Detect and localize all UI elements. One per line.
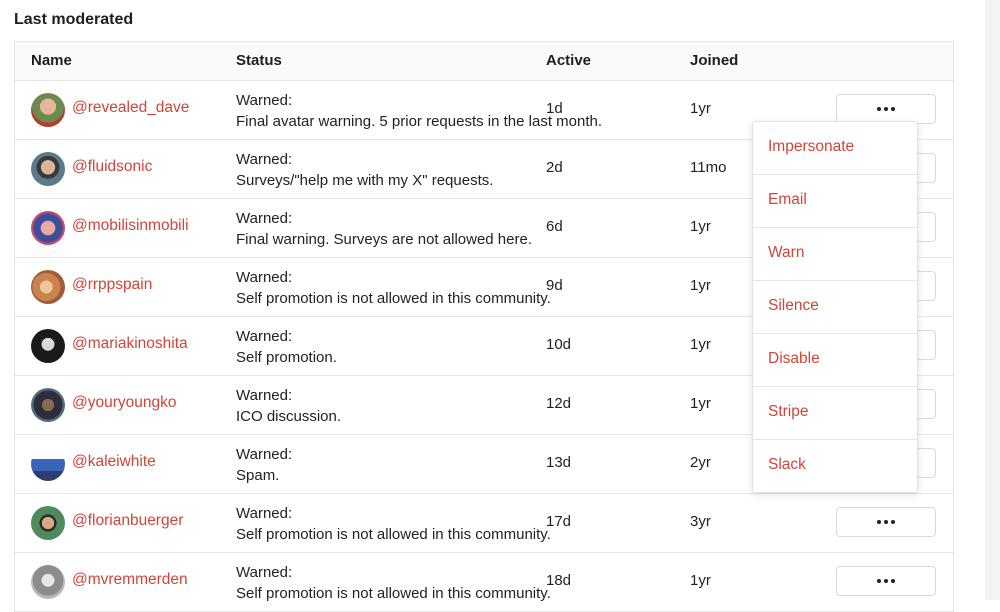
- username-link[interactable]: @mvremmerden: [72, 571, 188, 588]
- status-label: Warned:: [236, 505, 293, 522]
- status-cell: [236, 503, 551, 545]
- menu-item-silence[interactable]: Silence: [753, 281, 917, 334]
- joined-value: 1yr: [690, 277, 711, 294]
- avatar[interactable]: [31, 211, 65, 245]
- table-header: [15, 42, 953, 81]
- status-cell: [236, 562, 551, 604]
- status-reason: Self promotion.: [236, 349, 337, 366]
- active-value: 6d: [546, 218, 563, 235]
- section-title: Last moderated: [14, 11, 134, 28]
- joined-value: 1yr: [690, 336, 711, 353]
- status-cell: [236, 385, 521, 427]
- table-row: [15, 494, 953, 553]
- more-actions-button[interactable]: [836, 566, 936, 596]
- column-header-name: Name: [31, 52, 72, 69]
- column-header-active: Active: [546, 52, 592, 69]
- avatar[interactable]: [31, 152, 65, 186]
- joined-value: 3yr: [690, 513, 711, 530]
- status-cell: [236, 444, 521, 486]
- avatar[interactable]: [31, 388, 65, 422]
- avatar[interactable]: [31, 270, 65, 304]
- active-value: 12d: [546, 395, 572, 412]
- active-value: 2d: [546, 159, 563, 176]
- status-reason: ICO discussion.: [236, 408, 342, 425]
- active-value: 1d: [546, 100, 563, 117]
- avatar[interactable]: [31, 329, 65, 363]
- active-value: 9d: [546, 277, 563, 294]
- status-label: Warned:: [236, 328, 293, 345]
- more-actions-button[interactable]: [836, 94, 936, 124]
- joined-value: 2yr: [690, 454, 711, 471]
- status-label: Warned:: [236, 387, 293, 404]
- status-reason: Self promotion is not allowed in this community.: [236, 585, 551, 602]
- avatar[interactable]: [31, 565, 65, 599]
- menu-item-disable[interactable]: Disable: [753, 334, 917, 387]
- active-value: 17d: [546, 513, 572, 530]
- status-reason: Self promotion is not allowed in this community.: [236, 290, 551, 307]
- joined-value: 1yr: [690, 395, 711, 412]
- menu-item-slack[interactable]: Slack: [768, 456, 806, 473]
- more-actions-button[interactable]: [836, 507, 936, 537]
- username-link[interactable]: @mariakinoshita: [72, 335, 188, 352]
- username-link[interactable]: @youryoungko: [72, 394, 177, 411]
- more-horizontal-icon: [877, 579, 895, 583]
- status-cell: [236, 267, 551, 309]
- status-label: Warned:: [236, 210, 293, 227]
- column-header-status: Status: [236, 52, 282, 69]
- status-cell: [236, 149, 521, 191]
- menu-item-email[interactable]: Email: [753, 175, 917, 228]
- status-cell: [236, 326, 521, 368]
- status-reason: Final warning. Surveys are not allowed here.: [236, 231, 532, 248]
- avatar[interactable]: [31, 93, 65, 127]
- username-link[interactable]: @revealed_dave: [72, 99, 190, 116]
- status-label: Warned:: [236, 564, 293, 581]
- menu-item-impersonate[interactable]: Impersonate: [753, 122, 917, 175]
- menu-item-warn[interactable]: Warn: [753, 228, 917, 281]
- status-reason: Final avatar warning. 5 prior requests in the last month.: [236, 113, 603, 130]
- avatar[interactable]: [31, 447, 65, 481]
- menu-item-stripe[interactable]: Stripe: [753, 387, 917, 440]
- avatar[interactable]: [31, 506, 65, 540]
- more-horizontal-icon: [877, 520, 895, 524]
- active-value: 18d: [546, 572, 572, 589]
- status-reason: Self promotion is not allowed in this community.: [236, 526, 551, 543]
- status-reason: Surveys/"help me with my X" requests.: [236, 172, 494, 189]
- active-value: 13d: [546, 454, 572, 471]
- page-side-gutter: [985, 0, 1000, 600]
- active-value: 10d: [546, 336, 572, 353]
- username-link[interactable]: @fluidsonic: [72, 158, 153, 175]
- joined-value: 1yr: [690, 100, 711, 117]
- more-horizontal-icon: [877, 107, 895, 111]
- status-label: Warned:: [236, 446, 293, 463]
- joined-value: 11mo: [690, 159, 727, 176]
- status-label: Warned:: [236, 269, 293, 286]
- status-label: Warned:: [236, 92, 293, 109]
- username-link[interactable]: @rrppspain: [72, 276, 153, 293]
- username-link[interactable]: @kaleiwhite: [72, 453, 156, 470]
- table-row: [15, 553, 953, 612]
- joined-value: 1yr: [690, 218, 711, 235]
- status-cell: [236, 208, 532, 250]
- actions-dropdown-menu: [752, 121, 918, 493]
- joined-value: 1yr: [690, 572, 711, 589]
- username-link[interactable]: @mobilisinmobili: [72, 217, 189, 234]
- status-label: Warned:: [236, 151, 293, 168]
- username-link[interactable]: @florianbuerger: [72, 512, 184, 529]
- column-header-joined: Joined: [690, 52, 739, 69]
- status-reason: Spam.: [236, 467, 280, 484]
